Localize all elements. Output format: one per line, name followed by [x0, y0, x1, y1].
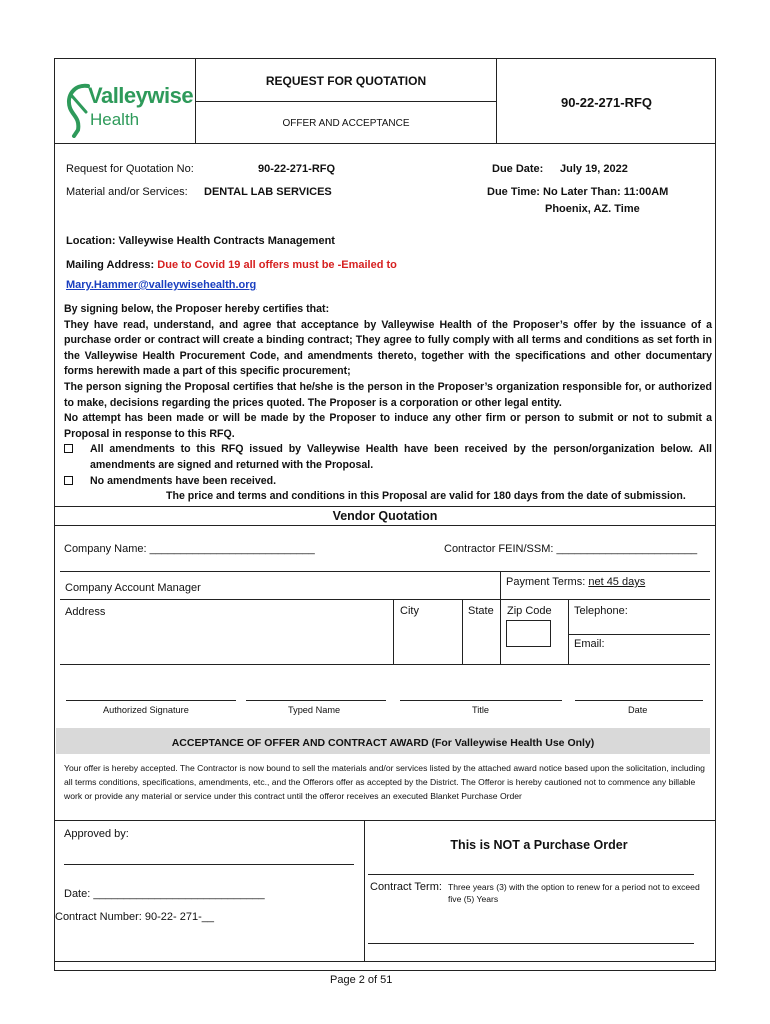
sig-date-label: Date: [628, 705, 648, 715]
rfq-label: Request for Quotation No:: [66, 163, 194, 175]
check-row-1: [64, 442, 712, 473]
approval-date-field[interactable]: Date: ____________________________: [64, 888, 265, 900]
city-field[interactable]: City: [400, 605, 419, 617]
approval-bottom-rule: [54, 961, 716, 962]
sig-title-label: Title: [472, 705, 490, 715]
telephone-field[interactable]: Telephone:: [574, 605, 628, 617]
cert-intro: By signing below, the Proposer hereby certifies that:: [64, 303, 330, 315]
mailing-address: [66, 259, 397, 272]
email-field[interactable]: Email:: [574, 638, 605, 650]
approved-by-line[interactable]: [64, 864, 354, 865]
material-label: Material and/or Services:: [66, 186, 188, 198]
sig-typed-label: Typed Name: [288, 705, 341, 715]
location: Location: Valleywise Health Contracts Management: [66, 235, 335, 247]
phone-rule: [568, 634, 710, 635]
checkbox-no-amendments[interactable]: [64, 476, 73, 485]
mailing-label: Mailing Address:: [66, 259, 158, 271]
sig-line-typed[interactable]: [246, 700, 386, 701]
vendor-heading: Vendor Quotation: [332, 509, 438, 523]
address-field[interactable]: Address: [65, 606, 106, 618]
zip-label: Zip Code: [507, 605, 552, 617]
vendor-top-rule: [54, 506, 716, 507]
state-field[interactable]: State: [468, 605, 494, 617]
table-top-rule: [60, 571, 710, 572]
vendor-heading-rule: [54, 525, 716, 526]
logo-name: Valleywise: [88, 83, 194, 108]
header-bottom: [54, 143, 716, 144]
cert-p1: They have read, understand, and agree that acceptance by Valleywise Health of the Proposer’s offer by the issuance of a purchase order or contract will create a binding contract; They agree to fully comply with all terms and conditions as set forth in the Valleywise Health Procurement Code, and amendments thereto, together with the specifications and other documentary forms herewith made a part of this specific procurement;: [64, 318, 712, 378]
rfq-value: 90-22-271-RFQ: [258, 163, 336, 175]
material-value: DENTAL LAB SERVICES: [204, 186, 332, 198]
not-po-notice: This is NOT a Purchase Order: [450, 838, 628, 852]
company-name-field[interactable]: Company Name: ___________________________: [64, 543, 315, 555]
due-time: Due Time: No Later Than: 11:00AM: [487, 186, 669, 198]
table-col-city: [393, 599, 394, 665]
check1-text: All amendments to this RFQ issued by Valleywise Health have been received by the person/organization below. All amendments are signed and returned with the Proposal.: [90, 443, 712, 471]
email-link[interactable]: Mary.Hammer@valleywisehealth.org: [66, 279, 257, 291]
doc-title: REQUEST FOR QUOTATION: [265, 74, 427, 88]
table-col-payment: [500, 571, 501, 665]
sig-line-date[interactable]: [575, 700, 703, 701]
table-bottom-rule: [60, 664, 710, 665]
table-col-phone: [568, 599, 569, 665]
checkbox-amendments-received[interactable]: [64, 444, 73, 453]
logo: [64, 80, 194, 138]
frame-bottom: [54, 970, 716, 971]
acceptance-text: Your offer is hereby accepted. The Contractor is now bound to sell the materials and/or services listed by the attached award notice based upon the solicitation, including all terms conditions, specifications, amendments, etc., and the Offerors offer as accepted by the District. The Offeror is hereby cautioned not to commence any billable work or provide any material or service under this contract until the offeror receives an executed Blanket Purchase Order: [64, 763, 705, 801]
frame-top: [54, 58, 716, 59]
fein-field[interactable]: Contractor FEIN/SSM: _______________________: [444, 543, 698, 555]
sig-authorized-label: Authorized Signature: [103, 705, 189, 715]
cert-p2: The person signing the Proposal certifies that he/she is the person in the Proposer’s organization responsible for, or authorized to make, decisions regarding the prices quoted. The Proposer is a corporation or other legal entity.: [64, 380, 712, 409]
contract-term-value: Three years (3) with the option to renew for a period not to exceed five (5) Years: [448, 882, 700, 904]
check2-text: No amendments have been received.: [90, 474, 277, 487]
payment-label: Payment Terms:: [506, 576, 586, 588]
validity: The price and terms and conditions in this Proposal are valid for 180 days from the date of submission.: [166, 490, 686, 503]
logo-sub: Health: [90, 110, 140, 129]
due-time-zone: Phoenix, AZ. Time: [545, 203, 640, 215]
header-divider-mid: [195, 101, 497, 102]
payment-value: net 45 days: [588, 576, 646, 588]
mailing-note: Due to Covid 19 all offers must be -Emailed to: [157, 259, 397, 271]
contract-number: Contract Number: 90-22- 271-__: [55, 911, 214, 923]
account-manager-field[interactable]: Company Account Manager: [65, 582, 201, 594]
page-number: Page 2 of 51: [330, 974, 393, 986]
cert-p3: No attempt has been made or will be made by the Proposer to induce any other firm or person to submit or not to submit a Proposal in response to this RFQ.: [64, 412, 712, 440]
table-row-rule: [60, 599, 710, 600]
payment-terms: [506, 576, 645, 589]
contract-term-rule: [368, 943, 694, 944]
check-row-2: [64, 474, 712, 490]
sig-line-authorized[interactable]: [66, 700, 236, 701]
rfq-number-header: 90-22-271-RFQ: [560, 95, 653, 110]
certification: [64, 302, 712, 505]
zip-input[interactable]: [506, 620, 551, 647]
sig-line-title[interactable]: [400, 700, 562, 701]
doc-subtitle: OFFER AND ACCEPTANCE: [282, 118, 410, 129]
due-date-value: July 19, 2022: [560, 163, 628, 175]
table-col-state: [462, 599, 463, 665]
due-date-label: Due Date:: [492, 163, 544, 175]
contract-term-label: Contract Term:: [370, 881, 442, 893]
approved-by-label: Approved by:: [64, 828, 129, 840]
approval-top-rule: [54, 820, 716, 821]
not-po-rule: [368, 874, 694, 875]
acceptance-heading: ACCEPTANCE OF OFFER AND CONTRACT AWARD (For Valleywise Health Use Only): [171, 737, 595, 749]
